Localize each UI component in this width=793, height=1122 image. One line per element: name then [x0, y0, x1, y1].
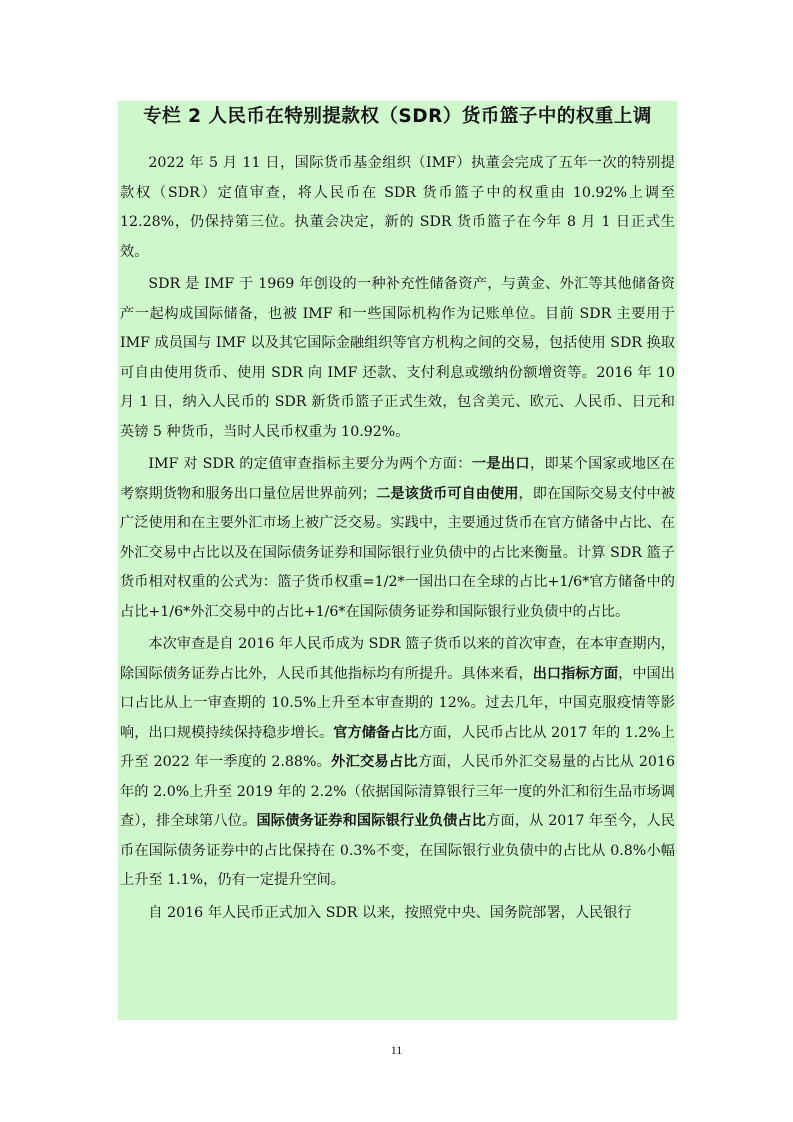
column-title: 专栏 2 人民币在特别提款权（SDR）货币篮子中的权重上调 [143, 106, 652, 127]
p3-text-a: IMF 对 SDR 的定值审查指标主要分为两个方面： [148, 456, 472, 472]
paragraph-5: 自 2016 年人民币正式加入 SDR 以来，按照党中央、国务院部署，人民银行 [148, 904, 632, 921]
column-body [118, 149, 677, 931]
p3-bold-export: 一是出口 [471, 456, 530, 472]
paragraph-1: 2022 年 5 月 11 日，国际货币基金组织（IMF）执董会完成了五年一次的特别提款权（SDR）定值审查，将人民币在 SDR 货币篮子中的权重由 10.92%上调至 12.28%，仍保持第三位。执董会决定，新的 SDR 货币篮子在今年 8 月 1 日正式生效。 [120, 155, 675, 260]
sdr-column-box [118, 101, 677, 1020]
p4-bold-debt-liabilities-share: 国际债务证券和国际银行业负债占比 [256, 813, 487, 829]
page-number: 11 [390, 1043, 403, 1057]
paragraph-4 [120, 630, 675, 896]
p3-text-d: ，即在国际交易支付中被广泛使用和在主要外汇市场上被广泛交易。实践中，主要通过货币在官方储备中占比、在外汇交易中占比以及在国际债务证券和国际银行业负债中的占比来衡量。计算 SDR 篮子货币相对权重的公式为：篮子货币权重=1/2*一国出口在全球的占比+1/6*官方储备中的占比+1/6*外汇交易中的占比+1/6*在国际债务证券和国际银行业负债中的占比。 [120, 485, 675, 620]
p4-text-e: 方面，人民币外汇交易量的占比从 2016 年的 2.0%上升至 2019 年的 2.2%（依据国际清算银行三年一度的外汇和衍生品市场调查），排全球第八位。 [120, 754, 675, 829]
p3-text-c: ，即某个国家或地区在考察期货物和服务出口量位居世界前列； [120, 456, 675, 502]
p4-text-d: 方面，人民币占比从 2017 年的 1.2%上升至 2022 年一季度的 2.88%。 [120, 724, 675, 770]
p3-bold-freely-usable: 二是该货币可自由使用 [376, 485, 519, 502]
p4-text-c: ，中国出口占比从上一审查期的 10.5%上升至本审查期的 12%。过去几年，中国克服疫情等影响，出口规模持续保持稳步增长。 [120, 665, 675, 741]
paragraph-3 [120, 450, 675, 627]
p4-bold-reserves-share: 官方储备占比 [333, 724, 419, 741]
p4-bold-export-indicator: 出口指标方面 [532, 665, 619, 682]
paragraph-2: SDR 是 IMF 于 1969 年创设的一种补充性储备资产，与黄金、外汇等其他储备资产一起构成国际储备，也被 IMF 和一些国际机构作为记账单位。目前 SDR 主要用于 IMF 成员国与 IMF 以及其它国际金融组织等官方机构之间的交易，包括使用 SDR 换取可自由使用货币、使用 SDR 向 IMF 还款、支付利息或缴纳份额增资等。2016 年 10 月 1 日，纳入人民币的 SDR 新货币篮子正式生效，包含美元、欧元、人民币、日元和英镑 5 种货币，当时人民币权重为 10.92%。 [120, 276, 675, 440]
p4-text-a: 本次审查是自 2016 年人民币成为 SDR 篮子货币以来的首次审查，在本审查期内，除国际债务证券占比外，人民币其他指标均有所提升。具体来看， [120, 636, 675, 682]
p4-bold-fx-share: 外汇交易占比 [331, 754, 418, 770]
p4-text-f: 方面，从 2017 年至今，人民币在国际债务证券中的占比保持在 0.3%不变，在国际银行业负债中的占比从 0.8%小幅上升至 1.1%，仍有一定提升空间。 [120, 813, 675, 888]
